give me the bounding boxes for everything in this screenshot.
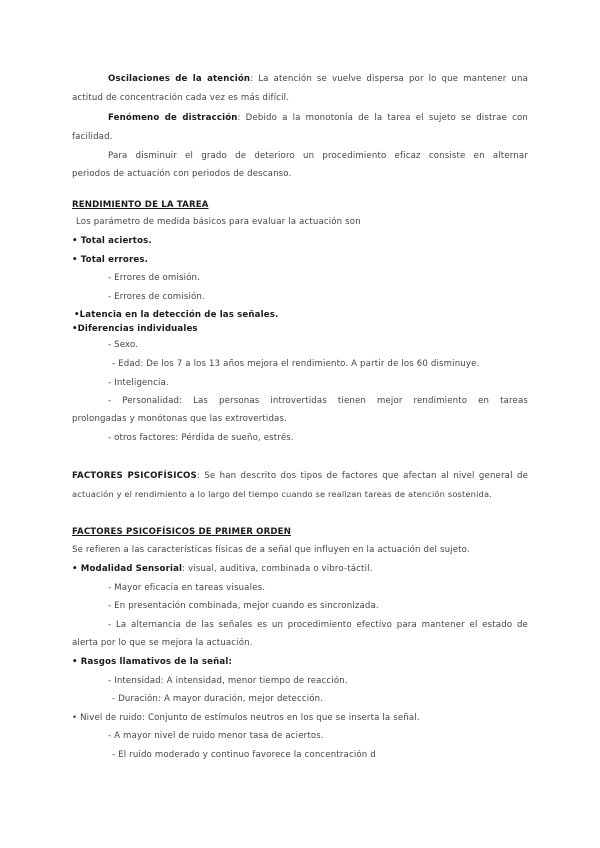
item-otros-factores: - otros factores: Pérdida de sueño, estrés. xyxy=(108,433,294,443)
item-errores-comision: - Errores de comisión. xyxy=(108,292,205,302)
item-intensidad: - Intensidad: A intensidad, menor tiempo de reacción. xyxy=(108,676,348,686)
item-mayor-eficacia: - Mayor eficacia en tareas visuales. xyxy=(108,583,266,593)
paragraph-distraccion-line-2: facilidad. xyxy=(72,132,113,142)
paragraph-distraccion-line-1 xyxy=(72,112,528,124)
bullet-modalidad-sensorial xyxy=(72,563,528,575)
bullet-total-aciertos: • Total aciertos. xyxy=(72,236,152,246)
item-sexo: - Sexo. xyxy=(108,340,139,350)
item-alternancia-line-1: - La alternancia de las señales es un procedimiento efectivo para mantener el estado de xyxy=(108,620,528,630)
paragraph-disminuir-line-1: Para disminuir el grado de deterioro un procedimiento eficaz consiste en alternar xyxy=(108,151,528,161)
text-factores: : Se han descrito dos tipos de factores que afectan al nivel general de xyxy=(196,471,529,481)
item-presentacion-combinada: - En presentación combinada, mejor cuando es sincronizada. xyxy=(108,601,379,611)
text-oscilaciones: : La atención se vuelve dispersa por lo que mantener una xyxy=(250,74,528,84)
item-errores-omision: - Errores de omisión. xyxy=(108,273,201,283)
item-personalidad-line-2: prolongadas y monótonas que las extrovertidas. xyxy=(72,414,287,424)
item-edad: - Edad: De los 7 a los 13 años mejora el rendimiento. A partir de los 60 disminuye. xyxy=(112,359,480,369)
heading-primer-orden: FACTORES PSICOFÍSICOS DE PRIMER ORDEN xyxy=(72,527,292,537)
paragraph-disminuir-line-2: periodos de actuación con periodos de descanso. xyxy=(72,169,292,179)
item-alternancia-line-2: alerta por lo que se mejora la actuación. xyxy=(72,638,253,648)
paragraph-factores-line-1 xyxy=(72,470,528,482)
paragraph-oscilaciones-line-1 xyxy=(72,73,528,85)
text-modalidad: : visual, auditiva, combinada o vibro-táctil. xyxy=(182,564,373,574)
term-modalidad: • Modalidad Sensorial xyxy=(72,564,183,574)
bullet-nivel-ruido: • Nivel de ruido: Conjunto de estímulos neutros en los que se inserta la señal. xyxy=(72,713,420,723)
heading-rendimiento: RENDIMIENTO DE LA TAREA xyxy=(72,200,209,210)
item-mayor-ruido: - A mayor nivel de ruido menor tasa de aciertos. xyxy=(108,731,324,741)
bullet-total-errores: • Total errores. xyxy=(72,255,149,265)
item-duracion: - Duración: A mayor duración, mejor detección. xyxy=(112,694,324,704)
item-ruido-moderado: - El ruido moderado y continuo favorece la concentración d xyxy=(112,750,376,760)
paragraph-oscilaciones-line-2: actitud de concentración cada vez es más difícil. xyxy=(72,93,290,103)
bullet-diferencias: •Diferencias individuales xyxy=(72,324,198,334)
bullet-latencia: •Latencia en la detección de las señales. xyxy=(74,310,279,320)
text-distraccion: : Debido a la monotonía de la tarea el sujeto se distrae con xyxy=(237,113,528,123)
item-inteligencia: - Inteligencia. xyxy=(108,378,169,388)
bullet-rasgos-llamativos: • Rasgos llamativos de la señal: xyxy=(72,657,233,667)
item-personalidad-line-1: - Personalidad: Las personas introvertidas tienen mejor rendimiento en tareas xyxy=(108,396,528,406)
paragraph-factores-line-2: actuación y el rendimiento a lo largo del tiempo cuando se realizan tareas de atención sostenida. xyxy=(72,489,492,499)
term-oscilaciones: Oscilaciones de la atención xyxy=(108,74,251,84)
term-distraccion: Fenómeno de distracción xyxy=(108,113,238,123)
primer-orden-intro: Se refieren a las características físicas de a señal que influyen en la actuación del sujeto. xyxy=(72,545,470,555)
rendimiento-intro: Los parámetro de medida básicos para evaluar la actuación son xyxy=(76,217,361,227)
term-factores-psicofisicos: FACTORES PSICOFÍSICOS xyxy=(72,471,197,481)
